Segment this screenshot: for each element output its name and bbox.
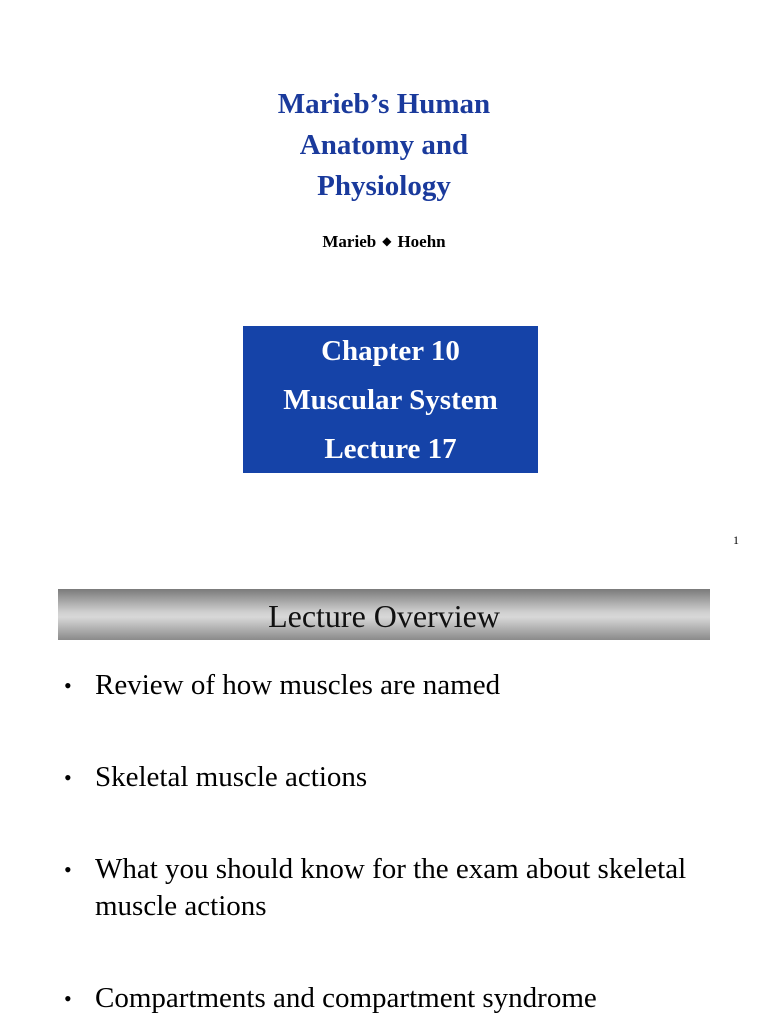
list-item (64, 851, 754, 925)
overview-heading: Lecture Overview (268, 598, 500, 634)
overview-heading-bar (58, 589, 710, 640)
chapter-subject: Muscular System (283, 384, 498, 416)
bullet-icon: • (64, 673, 72, 698)
list-item (64, 980, 754, 1017)
author-second: Hoehn (397, 232, 446, 251)
author-first: Marieb (322, 232, 377, 251)
list-item (64, 667, 754, 704)
book-title-line-2: Anatomy and (299, 129, 469, 161)
chapter-box (243, 326, 538, 473)
book-title (0, 84, 768, 207)
lecture-number: Lecture 17 (324, 433, 457, 465)
page-number: 1 (733, 533, 739, 547)
bullet-icon: • (64, 986, 72, 1011)
book-title-line-3: Physiology (317, 170, 451, 202)
chapter-number: Chapter 10 (321, 335, 460, 367)
bullet-text: Review of how muscles are named (95, 669, 501, 701)
authors (0, 232, 768, 252)
bullet-text: Skeletal muscle actions (95, 761, 368, 793)
bullet-text: Compartments and compartment syndrome (95, 982, 597, 1014)
bullet-icon: • (64, 765, 72, 790)
list-item (64, 759, 754, 796)
book-title-line-1: Marieb’s Human (277, 88, 491, 120)
bullet-icon: • (64, 857, 72, 882)
diamond-separator-icon: ◆ (382, 234, 392, 248)
bullet-text: What you should know for the exam about skeletal muscle actions (95, 853, 687, 922)
